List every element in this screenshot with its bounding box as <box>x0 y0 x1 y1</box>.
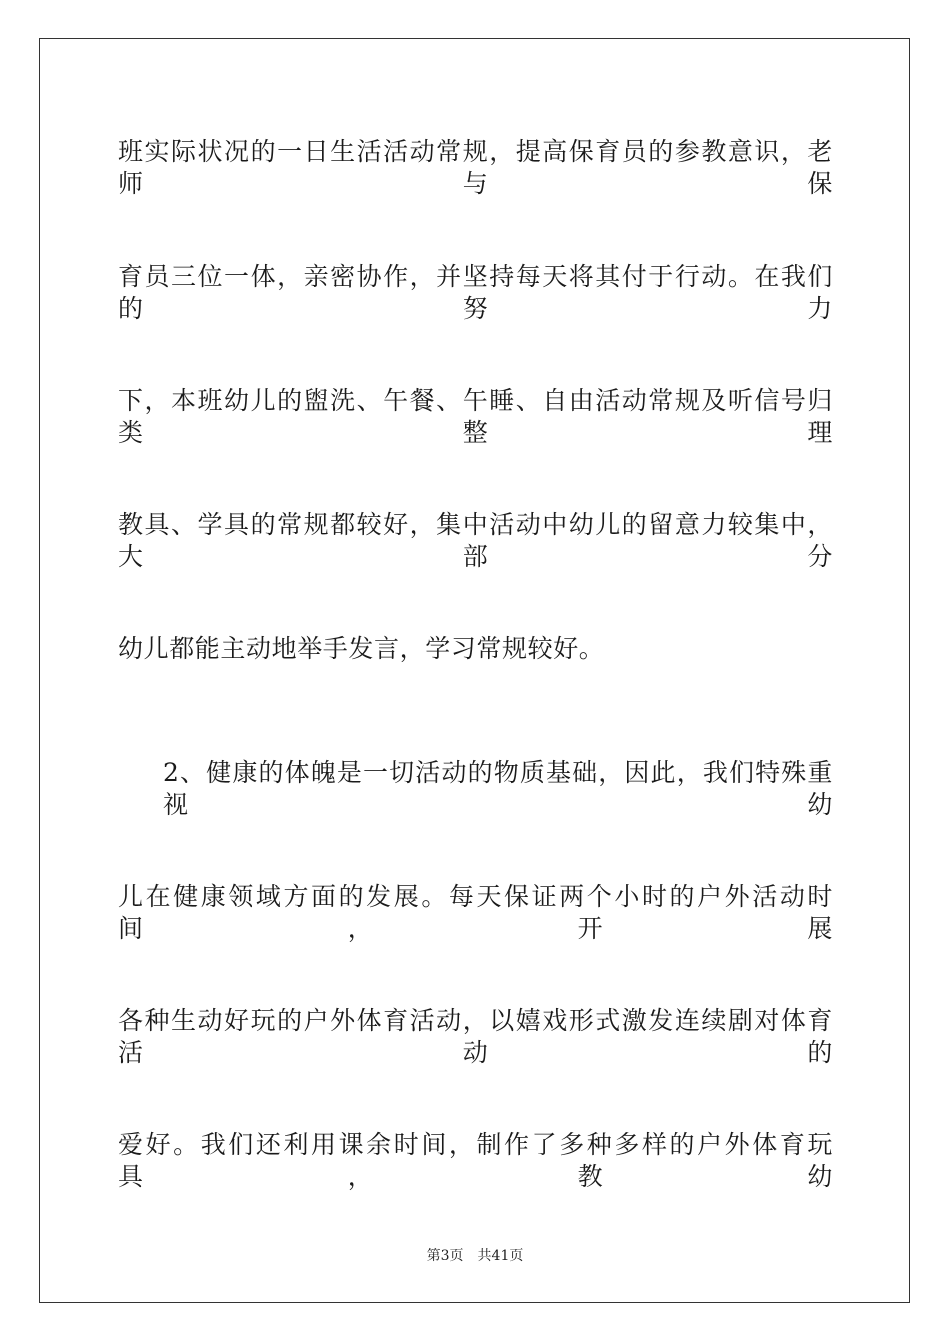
text-line-4: 教具、学具的常规都较好，集中活动中幼儿的留意力较集中，大部分 <box>118 510 833 571</box>
text-line-9: 爱好。我们还利用课余时间，制作了多种多样的户外体育玩具，教幼 <box>118 1130 833 1191</box>
text-line-8: 各种生动好玩的户外体育活动，以嬉戏形式激发连续剧对体育活动的 <box>118 1006 833 1067</box>
text-line-3: 下，本班幼儿的盥洗、午餐、午睡、自由活动常规及听信号归类整理 <box>118 386 833 447</box>
text-line-6: 2、健康的体魄是一切活动的物质基础，因此，我们特殊重视幼 <box>163 758 833 819</box>
text-line-1: 班实际状况的一日生活活动常规，提高保育员的参教意识，老师与保 <box>118 137 833 198</box>
text-line-5: 幼儿都能主动地举手发言，学习常规较好。 <box>118 634 605 663</box>
page-total: 共41页 <box>477 1248 524 1264</box>
text-line-2: 育员三位一体，亲密协作，并坚持每天将其付于行动。在我们的努力 <box>118 262 833 323</box>
text-line-7: 儿在健康领域方面的发展。每天保证两个小时的户外活动时间，开展 <box>118 882 833 943</box>
page-border <box>39 38 910 1303</box>
page-number: 第3页 <box>426 1248 464 1264</box>
page-footer <box>0 1247 950 1265</box>
